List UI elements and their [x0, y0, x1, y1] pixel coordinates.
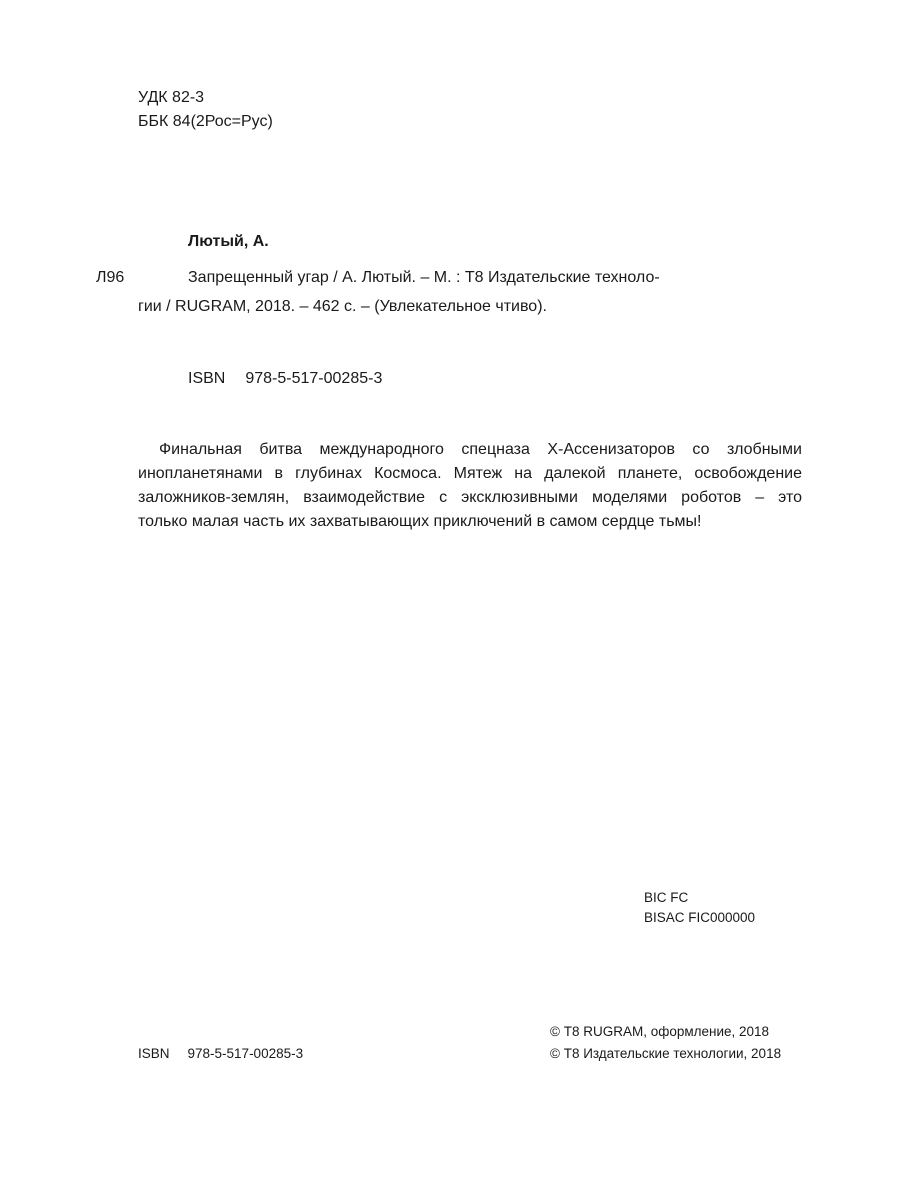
copyright-design: © Т8 RUGRAM, оформление, 2018: [550, 1024, 770, 1039]
annotation-line: инопланетянами в глубинах Космоса. Мятеж на далекой планете, освобождение: [138, 465, 802, 482]
annotation: [138, 438, 802, 534]
bibliographic-description-line-1: Запрещенный угар / А. Лютый. – М. : Т8 Издательские техноло-: [188, 269, 660, 286]
annotation-line: Финальная битва международного спецназа Х-Ассенизаторов со злобными: [159, 441, 802, 458]
copyright-publisher: © Т8 Издательские технологии, 2018: [550, 1046, 782, 1061]
isbn-label: ISBN: [188, 370, 226, 387]
udk-code: УДК 82-3: [138, 89, 205, 106]
author-name: Лютый, А.: [188, 233, 269, 250]
isbn-number: 978-5-517-00285-3: [245, 370, 383, 387]
isbn-footer-number: 978-5-517-00285-3: [187, 1046, 304, 1061]
author-code: Л96: [96, 269, 125, 286]
isbn-main: [188, 367, 382, 391]
bbk-code: ББК 84(2Рос=Рус): [138, 113, 273, 130]
bic-code: BIC FC: [644, 890, 689, 905]
annotation-line: заложников-землян, взаимодействие с эксклюзивными моделями роботов – это: [138, 489, 802, 506]
isbn-footer: [138, 1043, 303, 1064]
bisac-code: BISAC FIC000000: [644, 910, 756, 925]
isbn-footer-label: ISBN: [138, 1046, 170, 1061]
bibliographic-description-line-2: гии / RUGRAM, 2018. – 462 с. – (Увлекательное чтиво).: [138, 298, 547, 315]
annotation-line: только малая часть их захватывающих приключений в самом сердце тьмы!: [138, 513, 702, 530]
